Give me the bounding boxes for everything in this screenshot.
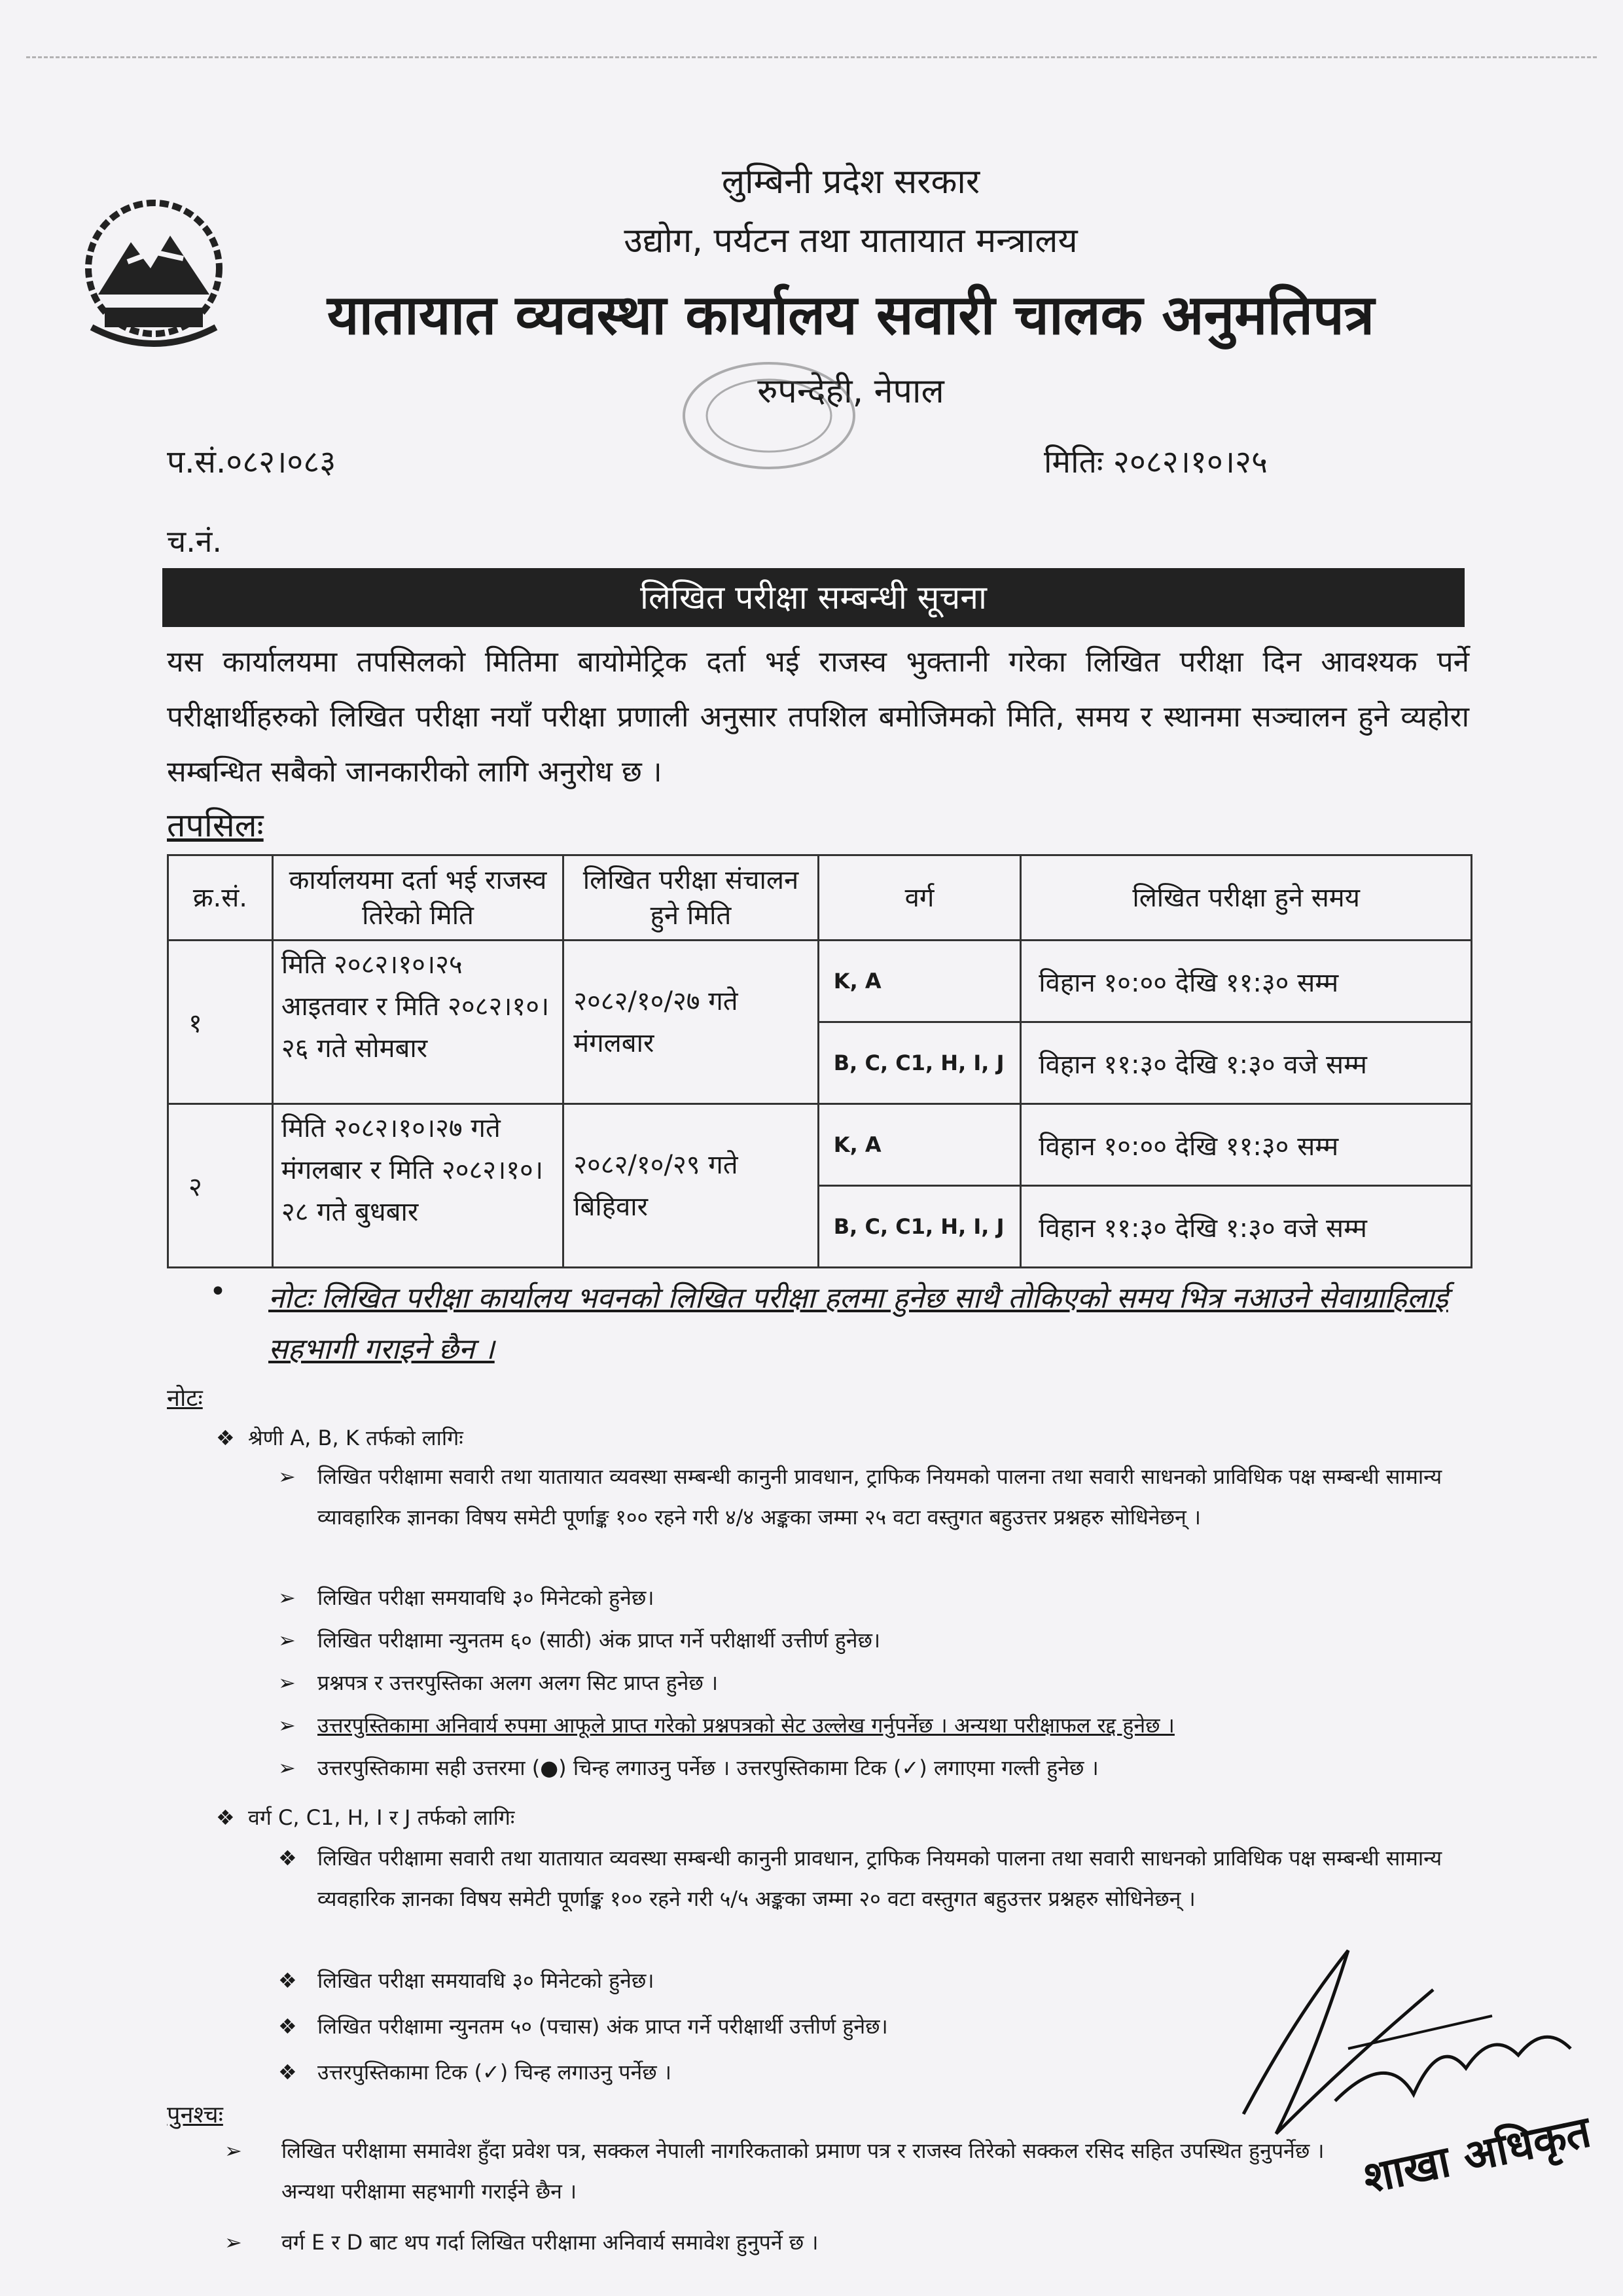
- reference-number: प.सं.०८२।०८३: [167, 444, 336, 480]
- license-category: K, A: [818, 1104, 1020, 1186]
- list-item: [278, 1620, 1482, 1660]
- exam-date: २०८२/१०/२७ गते मंगलबार: [563, 941, 819, 1104]
- government-name: लुम्बिनी प्रदेश सरकार: [721, 162, 980, 202]
- list-item-text: लिखित परीक्षामा सवारी तथा यातायात व्यवस्था सम्बन्धी कानुनी प्रावधान, ट्राफिक नियमको पालना तथा सवारी साधनको प्राविधिक पक्ष सम्बन्धी सामान्य व्यवहारिक ज्ञानका विषय समेटी पूर्णाङ्क १०० रहने गरी ५/५ अङ्कका जम्मा २० वटा वस्तुगत बहुउत्तर प्रश्नहरु सोधिनेछन् ।: [317, 1846, 1442, 1911]
- exam-time: विहान ११:३० देखि १:३० वजे सम्म: [1021, 1022, 1472, 1104]
- list-item: [167, 2222, 1410, 2263]
- category-group-title: [216, 1424, 463, 1452]
- list-item: [278, 1662, 1482, 1703]
- exam-schedule-table: [167, 854, 1472, 1268]
- intro-paragraph: यस कार्यालयमा तपसिलको मितिमा बायोमेट्रिक दर्ता भई राजस्व भुक्तानी गरेका लिखित परीक्षा दिन आवश्यक पर्ने परीक्षार्थीहरुको लिखित परीक्षा नयाँ परीक्षा प्रणाली अनुसार तपशिल बमोजिमको मिति, समय र स्थानमा सञ्चालन हुने व्यहोरा सम्बन्धित सबैको जानकारीको लागि अनुरोध छ ।: [167, 645, 1469, 789]
- registration-date: मिति २०८२।१०।२७ गते मंगलबार र मिति २०८२।१०।२८ गते बुधबार: [272, 1104, 563, 1268]
- office-name: यातायात व्यवस्था कार्यालय सवारी चालक अनुमतिपत्र: [327, 283, 1375, 347]
- list-item-text: उत्तरपुस्तिकामा सही उत्तरमा (●) चिन्ह लगाउनु पर्नेछ । उत्तरपुस्तिकामा टिक (✓) लगाएमा गल्ती हुनेछ ।: [317, 1755, 1099, 1780]
- list-item-text: प्रश्नपत्र र उत्तरपुस्तिका अलग अलग सिट प्राप्त हुनेछ ।: [317, 1670, 719, 1695]
- serial-number: २: [168, 1104, 273, 1268]
- diamond-bullet-icon: ❖: [216, 1805, 249, 1830]
- group-title-text: श्रेणी A, B, K तर्फको लागिः: [248, 1426, 463, 1450]
- arrow-right-icon: ➢: [224, 2230, 242, 2255]
- diamond-bullet-icon: ❖: [216, 1426, 249, 1450]
- details-heading: तपसिलः: [167, 806, 264, 844]
- bullet-dot-icon: •: [209, 1275, 226, 1308]
- list-item-text: उत्तरपुस्तिकामा टिक (✓) चिन्ह लगाउनु पर्नेछ ।: [317, 2060, 671, 2085]
- exam-time: विहान ११:३० देखि १:३० वजे सम्म: [1021, 1186, 1472, 1268]
- list-item-text: लिखित परीक्षा समयावधि ३० मिनेटको हुनेछ।: [317, 1585, 654, 1610]
- diamond-bullet-icon: ❖: [278, 2060, 297, 2085]
- list-item: [278, 1748, 1482, 1788]
- diamond-bullet-icon: ❖: [278, 2014, 297, 2039]
- license-category: B, C, C1, H, I, J: [818, 1186, 1020, 1268]
- italic-note: नोटः लिखित परीक्षा कार्यालय भवनको लिखित परीक्षा हलमा हुनेछ साथै तोकिएको समय भित्र नआउने सेवाग्राहिलाई सहभागी गराइने छैन ।: [268, 1282, 1448, 1366]
- list-item-text: लिखित परीक्षामा न्युनतम ५० (पचास) अंक प्राप्त गर्ने परीक्षार्थी उत्तीर्ण हुनेछ।: [317, 2014, 888, 2039]
- column-header: वर्ग: [818, 855, 1020, 941]
- exam-time: विहान १०:०० देखि ११:३० सम्म: [1021, 1104, 1472, 1186]
- diamond-bullet-icon: ❖: [278, 1968, 297, 1993]
- notes-heading: नोटः: [167, 1385, 203, 1412]
- column-header: क्र.सं.: [168, 855, 273, 941]
- serial-number: १: [168, 941, 273, 1104]
- table-row: [168, 941, 1472, 1022]
- arrow-right-icon: ➢: [278, 1713, 296, 1738]
- exam-date: २०८२/१०/२९ गते बिहिवार: [563, 1104, 819, 1268]
- arrow-right-icon: ➢: [278, 1755, 296, 1780]
- officer-seal: शाखा अधिकृत: [1359, 2106, 1596, 2204]
- table-row: [168, 1104, 1472, 1186]
- column-header: लिखित परीक्षा हुने समय: [1021, 855, 1472, 941]
- list-item-text: उत्तरपुस्तिकामा अनिवार्य रुपमा आफूले प्राप्त गरेको प्रश्नपत्रको सेट उल्लेख गर्नुपर्नेछ । अन्यथा परीक्षाफल रद्द हुनेछ ।: [317, 1713, 1175, 1738]
- dispatch-number: च.नं.: [167, 524, 222, 559]
- arrow-right-icon: ➢: [278, 1585, 296, 1610]
- list-item-text: वर्ग E र D बाट थप गर्दा लिखित परीक्षामा अनिवार्य समावेश हुनुपर्ने छ ।: [281, 2230, 819, 2255]
- list-item-text: लिखित परीक्षा समयावधि ३० मिनेटको हुनेछ।: [317, 1968, 654, 1993]
- list-item-text: लिखित परीक्षामा समावेश हुँदा प्रवेश पत्र, सक्कल नेपाली नागरिकताको प्रमाण पत्र र राजस्व तिरेको सक्कल रसिद सहित उपस्थित हुनुपर्नेछ । अन्यथा परीक्षामा सहभागी गराईने छैन ।: [281, 2138, 1325, 2204]
- list-item: [167, 2130, 1378, 2212]
- license-category: B, C, C1, H, I, J: [818, 1022, 1020, 1104]
- group-title-text: वर्ग C, C1, H, I र J तर्फको लागिः: [248, 1805, 515, 1830]
- license-category: K, A: [818, 941, 1020, 1022]
- arrow-right-icon: ➢: [224, 2138, 242, 2163]
- arrow-right-icon: ➢: [278, 1464, 296, 1489]
- list-item-text: लिखित परीक्षामा सवारी तथा यातायात व्यवस्था सम्बन्धी कानुनी प्रावधान, ट्राफिक नियमको पालना तथा सवारी साधनको प्राविधिक पक्ष सम्बन्धी सामान्य व्यावहारिक ज्ञानका विषय समेटी पूर्णाङ्क १०० रहने गरी ४/४ अङ्कका जम्मा २५ वटा वस्तुगत बहुउत्तर प्रश्नहरु सोधिनेछन् ।: [317, 1464, 1442, 1530]
- arrow-right-icon: ➢: [278, 1670, 296, 1695]
- office-stamp-icon: [674, 353, 864, 478]
- list-item-text: लिखित परीक्षामा न्युनतम ६० (साठी) अंक प्राप्त गर्ने परीक्षार्थी उत्तीर्ण हुनेछ।: [317, 1628, 881, 1653]
- exam-time: विहान १०:०० देखि ११:३० सम्म: [1021, 941, 1472, 1022]
- postscript-heading: पुनश्चः: [167, 2102, 223, 2128]
- issue-date: मितिः २०८२।१०।२५: [1044, 444, 1268, 480]
- diamond-bullet-icon: ❖: [278, 1846, 297, 1871]
- column-header: कार्यालयमा दर्ता भई राजस्व तिरेको मिति: [272, 855, 563, 941]
- list-item: [278, 1705, 1482, 1746]
- top-border-line: [26, 56, 1597, 58]
- list-item: [278, 1456, 1482, 1537]
- column-header: लिखित परीक्षा संचालन हुने मिति: [563, 855, 819, 941]
- registration-date: मिति २०८२।१०।२५ आइतवार र मिति २०८२।१०।२६ गते सोमबार: [272, 941, 563, 1104]
- table-header-row: [168, 855, 1472, 941]
- notice-title: लिखित परीक्षा सम्बन्धी सूचना: [162, 568, 1465, 627]
- ministry-name: उद्योग, पर्यटन तथा यातायात मन्त्रालय: [624, 221, 1078, 260]
- category-group-title: [216, 1803, 514, 1831]
- list-item: [278, 1577, 1482, 1618]
- arrow-right-icon: ➢: [278, 1628, 296, 1653]
- office-location: रुपन्देही, नेपाल: [757, 372, 944, 411]
